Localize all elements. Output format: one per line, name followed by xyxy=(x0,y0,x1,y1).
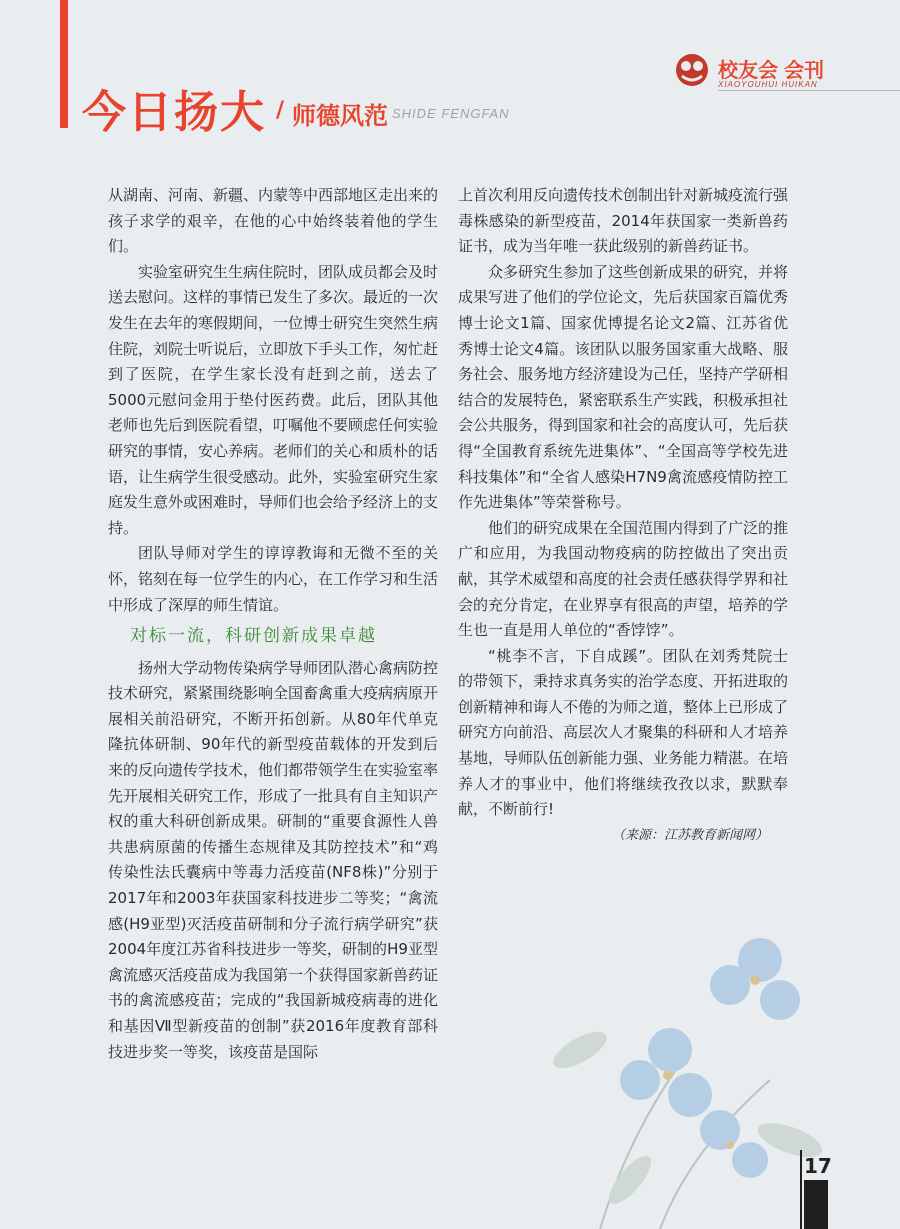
header-accent-bar xyxy=(60,0,68,128)
paragraph: 扬州大学动物传染病学导师团队潜心禽病防控技术研究，紧紧围绕影响全国畜禽重大疫病病原开展相关前沿研究，不断开拓创新。从80年代单克隆抗体研制、90年代的新型疫苗载体的开发到后来的反向遗传学技术，他们都带领学生在实验室率先开展相关研究工作，形成了一批具有自主知识产权的重大科研创新成果。研制的“重要食源性人兽共患病原菌的传播生态规律及其防控技术”和“鸡传染性法氏囊病中等毒力活疫苗(NF8株)”分别于2017年和2003年获国家科技进步二等奖；“禽流感(H9亚型)灭活疫苗研制和分子流行病学研究”获2004年度江苏省科技进步一等奖，研制的H9亚型禽流感灭活疫苗成为我国第一个获得国家新兽药证书的禽流感疫苗；完成的“我国新城疫病毒的进化和基因Ⅶ型新疫苗的创制”获2016年度教育部科技进步奖一等奖，该疫苗是国际 xyxy=(108,658,439,1061)
brand-masthead xyxy=(674,50,900,100)
paragraph: 实验室研究生生病住院时，团队成员都会及时送去慰问。这样的事情已发生了多次。最近的一次发生在去年的寒假期间，一位博士研究生突然生病住院，刘院士听说后，立即放下手头工作，匆忙赶到了医院，在学生家长没有赶到之前，送去了5000元慰问金用于垫付医药费。此后，团队其他老师也先后到医院看望，叮嘱他不要顾虑任何实验研究的事情，安心养病。老师们的关心和质朴的话语，让生病学生很受感动。此外，实验室研究生家庭发生意外或困难时，导师们也会给予经济上的支持。 xyxy=(108,262,439,537)
alumni-logo-icon xyxy=(674,52,710,88)
header-separator: / xyxy=(276,98,285,123)
flower-illustration xyxy=(540,930,840,1229)
brand-rule xyxy=(718,90,900,91)
brand-name-part2: 会刊 xyxy=(784,58,824,82)
paragraph: 众多研究生参加了这些创新成果的研究，并将成果写进了他们的学位论文，先后获国家百篇优秀博士论文1篇、国家优博提名论文2篇、江苏省优秀博士论文4篇。该团队以服务国家重大战略、服务社会、服务地方经济建设为己任，坚持产学研相结合的发展特色，紧密联系生产实践，积极承担社会公共服务，得到国家和社会的高度认可，先后获得“全国教育系统先进集体”、“全国高等学校先进科技集体”和“全省人感染H7N9禽流感疫情防控工作先进集体”等荣誉称号。 xyxy=(458,262,789,512)
paragraph: “桃李不言，下自成蹊”。团队在刘秀梵院士的带领下，秉持求真务实的治学态度、开拓进取的创新精神和诲人不倦的为师之道，整体上已形成了研究方向前沿、高层次人才聚集的科研和人才培养基地，导师队伍创新能力强、业务能力精湛。在培养人才的事业中，他们将继续孜孜以求，默默奉献，不断前行! xyxy=(458,646,789,819)
article-column-right xyxy=(458,183,788,848)
source-credit: （来源：江苏教育新闻网） xyxy=(611,827,768,843)
page-number: 17 xyxy=(804,1154,832,1178)
article-column-left xyxy=(108,183,438,1065)
section-heading: 对标一流，科研创新成果卓越 xyxy=(130,626,377,647)
page-corner-rule xyxy=(800,1150,802,1229)
brand-name-part1: 校友会 xyxy=(718,58,778,82)
paragraph: 从湖南、河南、新疆、内蒙等中西部地区走出来的孩子求学的艰辛，在他的心中始终装着他的学生们。 xyxy=(108,186,439,256)
subsection-english: SHIDE FENGFAN xyxy=(392,106,510,121)
paragraph: 他们的研究成果在全国范围内得到了广泛的推广和应用，为我国动物疫病的防控做出了突出贡献，其学术威望和高度的社会责任感获得学界和社会的充分肯定，在业界享有很高的声望，培养的学生也一直是用人单位的“香饽饽”。 xyxy=(458,518,789,640)
paragraph: 团队导师对学生的谆谆教诲和无微不至的关怀，铭刻在每一位学生的内心，在工作学习和生活中形成了深厚的师生情谊。 xyxy=(108,544,439,614)
brand-name-english: XIAOYOUHUI HUIKAN xyxy=(718,80,818,89)
section-title: 今日扬大 xyxy=(82,87,266,138)
subsection-title: 师德风范 xyxy=(292,102,388,130)
paragraph: 上首次利用反向遗传技术创制出针对新城疫流行强毒株感染的新型疫苗，2014年获国家一类新兽药证书，成为当年唯一获此级别的新兽药证书。 xyxy=(458,186,789,256)
page-corner-block xyxy=(804,1180,828,1229)
